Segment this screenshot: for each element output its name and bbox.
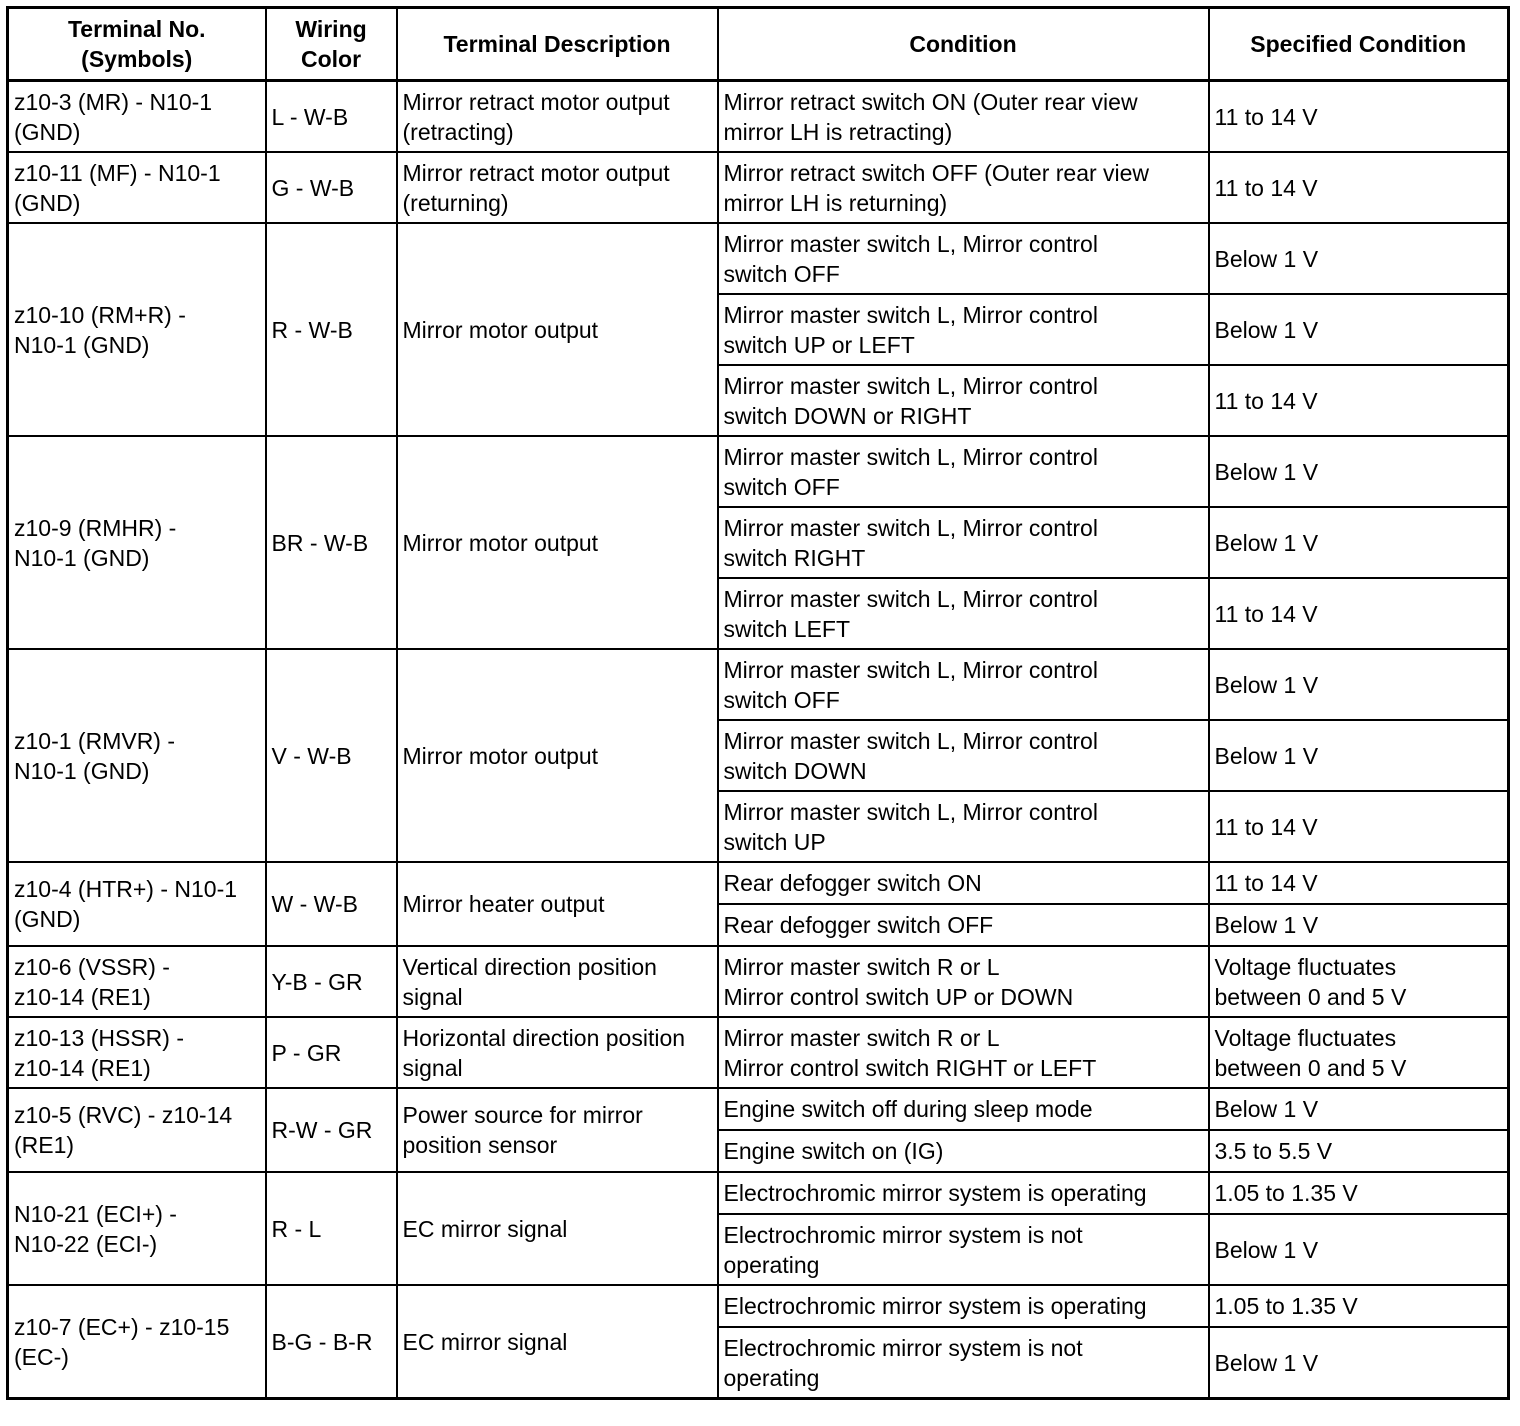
specified-cell: Below 1 V — [1209, 1088, 1509, 1130]
wiring-color-cell: L - W-B — [266, 81, 397, 153]
terminal-cell: z10-13 (HSSR) - z10-14 (RE1) — [8, 1017, 266, 1088]
wiring-color-cell: R - W-B — [266, 223, 397, 436]
condition-cell: Mirror retract switch ON (Outer rear view mirror LH is retracting) — [718, 81, 1209, 153]
header-row — [8, 8, 1509, 81]
wiring-color-cell: BR - W-B — [266, 436, 397, 649]
table-row — [8, 1285, 1509, 1327]
header-specified-condition: Specified Condition — [1209, 8, 1509, 81]
condition-cell: Mirror master switch L, Mirror control switch LEFT — [718, 578, 1209, 649]
terminal-cell: z10-10 (RM+R) - N10-1 (GND) — [8, 223, 266, 436]
description-cell: Mirror motor output — [397, 223, 718, 436]
table-row — [8, 862, 1509, 904]
terminal-cell: N10-21 (ECI+) - N10-22 (ECI-) — [8, 1172, 266, 1285]
condition-cell: Engine switch on (IG) — [718, 1130, 1209, 1172]
specified-cell: 1.05 to 1.35 V — [1209, 1172, 1509, 1214]
condition-cell: Electrochromic mirror system is not operating — [718, 1327, 1209, 1399]
condition-cell: Mirror master switch R or L Mirror control switch UP or DOWN — [718, 946, 1209, 1017]
specified-cell: Below 1 V — [1209, 223, 1509, 294]
condition-cell: Electrochromic mirror system is operating — [718, 1172, 1209, 1214]
wiring-color-cell: Y-B - GR — [266, 946, 397, 1017]
condition-cell: Rear defogger switch ON — [718, 862, 1209, 904]
description-cell: Mirror motor output — [397, 436, 718, 649]
table-row — [8, 1017, 1509, 1088]
condition-cell: Mirror master switch L, Mirror control switch RIGHT — [718, 507, 1209, 578]
condition-cell: Electrochromic mirror system is operating — [718, 1285, 1209, 1327]
terminal-cell: z10-4 (HTR+) - N10-1 (GND) — [8, 862, 266, 946]
specified-cell: Voltage fluctuates between 0 and 5 V — [1209, 946, 1509, 1017]
terminal-cell: z10-11 (MF) - N10-1 (GND) — [8, 152, 266, 223]
specified-cell: Below 1 V — [1209, 1214, 1509, 1285]
condition-cell: Mirror master switch L, Mirror control switch DOWN or RIGHT — [718, 365, 1209, 436]
table-row — [8, 1172, 1509, 1214]
condition-cell: Mirror master switch L, Mirror control switch OFF — [718, 223, 1209, 294]
table-row — [8, 81, 1509, 153]
description-cell: Horizontal direction position signal — [397, 1017, 718, 1088]
condition-cell: Mirror master switch L, Mirror control switch UP — [718, 791, 1209, 862]
specified-cell: 11 to 14 V — [1209, 862, 1509, 904]
table-row — [8, 152, 1509, 223]
condition-cell: Rear defogger switch OFF — [718, 904, 1209, 946]
description-cell: EC mirror signal — [397, 1172, 718, 1285]
terminal-cell: z10-6 (VSSR) - z10-14 (RE1) — [8, 946, 266, 1017]
specified-cell: 11 to 14 V — [1209, 578, 1509, 649]
specified-cell: Below 1 V — [1209, 1327, 1509, 1399]
table-row — [8, 1088, 1509, 1130]
specified-cell: 3.5 to 5.5 V — [1209, 1130, 1509, 1172]
terminal-table — [6, 6, 1510, 1400]
condition-cell: Mirror master switch L, Mirror control switch UP or LEFT — [718, 294, 1209, 365]
terminal-cell: z10-1 (RMVR) - N10-1 (GND) — [8, 649, 266, 862]
specified-cell: Below 1 V — [1209, 507, 1509, 578]
terminal-cell: z10-5 (RVC) - z10-14 (RE1) — [8, 1088, 266, 1172]
wiring-color-cell: G - W-B — [266, 152, 397, 223]
specified-cell: Below 1 V — [1209, 436, 1509, 507]
condition-cell: Mirror master switch L, Mirror control switch OFF — [718, 436, 1209, 507]
condition-cell: Engine switch off during sleep mode — [718, 1088, 1209, 1130]
description-cell: Mirror retract motor output (returning) — [397, 152, 718, 223]
table-row — [8, 649, 1509, 720]
specified-cell: Below 1 V — [1209, 294, 1509, 365]
table-row — [8, 946, 1509, 1017]
specified-cell: Below 1 V — [1209, 720, 1509, 791]
terminal-cell: z10-7 (EC+) - z10-15 (EC-) — [8, 1285, 266, 1399]
wiring-color-cell: R - L — [266, 1172, 397, 1285]
wiring-color-cell: B-G - B-R — [266, 1285, 397, 1399]
wiring-color-cell: V - W-B — [266, 649, 397, 862]
description-cell: Power source for mirror position sensor — [397, 1088, 718, 1172]
header-terminal: Terminal No. (Symbols) — [8, 8, 266, 81]
description-cell: Mirror heater output — [397, 862, 718, 946]
specified-cell: 11 to 14 V — [1209, 81, 1509, 153]
header-wiring-color: Wiring Color — [266, 8, 397, 81]
condition-cell: Mirror master switch R or L Mirror control switch RIGHT or LEFT — [718, 1017, 1209, 1088]
wiring-color-cell: P - GR — [266, 1017, 397, 1088]
terminal-spec-sheet — [6, 6, 1510, 1400]
specified-cell: 11 to 14 V — [1209, 791, 1509, 862]
terminal-cell: z10-9 (RMHR) - N10-1 (GND) — [8, 436, 266, 649]
condition-cell: Mirror master switch L, Mirror control switch DOWN — [718, 720, 1209, 791]
specified-cell: Voltage fluctuates between 0 and 5 V — [1209, 1017, 1509, 1088]
specified-cell: Below 1 V — [1209, 649, 1509, 720]
specified-cell: 11 to 14 V — [1209, 365, 1509, 436]
condition-cell: Mirror master switch L, Mirror control switch OFF — [718, 649, 1209, 720]
specified-cell: 1.05 to 1.35 V — [1209, 1285, 1509, 1327]
header-condition: Condition — [718, 8, 1209, 81]
condition-cell: Mirror retract switch OFF (Outer rear view mirror LH is returning) — [718, 152, 1209, 223]
wiring-color-cell: R-W - GR — [266, 1088, 397, 1172]
description-cell: Mirror motor output — [397, 649, 718, 862]
description-cell: Vertical direction position signal — [397, 946, 718, 1017]
specified-cell: 11 to 14 V — [1209, 152, 1509, 223]
description-cell: Mirror retract motor output (retracting) — [397, 81, 718, 153]
table-row — [8, 436, 1509, 507]
header-terminal-description: Terminal Description — [397, 8, 718, 81]
condition-cell: Electrochromic mirror system is not operating — [718, 1214, 1209, 1285]
specified-cell: Below 1 V — [1209, 904, 1509, 946]
wiring-color-cell: W - W-B — [266, 862, 397, 946]
table-row — [8, 223, 1509, 294]
terminal-cell: z10-3 (MR) - N10-1 (GND) — [8, 81, 266, 153]
description-cell: EC mirror signal — [397, 1285, 718, 1399]
